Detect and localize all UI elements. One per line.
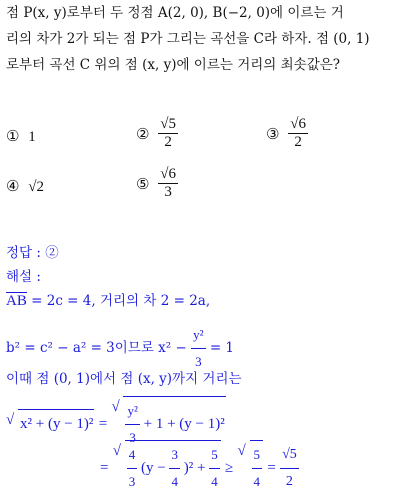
sqrt-distance: √ x² + (y − 1)²: [6, 409, 94, 437]
choice-fraction: $\frac{√6}{3}$: [160, 166, 176, 200]
sqrt-five-fourths: √ $\frac{5}{4}$: [238, 440, 264, 495]
choice-fraction: $\frac{√6}{2}$: [290, 116, 306, 150]
explanation-line-3: 이때 점 (0, 1)에서 점 (x, y)까지 거리는: [6, 371, 242, 387]
choice-5[interactable]: [136, 166, 178, 201]
choice-fraction: $\frac{√5}{2}$: [160, 116, 176, 150]
choice-1[interactable]: [6, 127, 36, 146]
question-line-3: 로부터 곡선 C 위의 점 (x, y)에 이르는 거리의 최솟값은?: [6, 57, 341, 73]
choice-marker: ⑤: [136, 174, 150, 193]
choice-value: 1: [28, 129, 36, 145]
explanation-line-4: √ x² + (y − 1)² = √ $\frac{\text{y²}}{3}$ + 1 + (y − 1)²: [6, 396, 226, 451]
choice-2[interactable]: [136, 116, 178, 151]
choice-marker: ②: [136, 124, 150, 143]
explanation-line-5: = √ $\frac{4}{3}$ (y − $\frac{3}{4}$ )² + $\frac{5}{4}$ ≥ √ $\frac{5}{4}$ = $\frac{√5}{2}$: [100, 440, 299, 495]
fraction-y2-over-3: $\frac{\text{y²}}{3}$: [191, 322, 205, 375]
question-line-2: 리의 차가 2가 되는 점 P가 그리는 곡선을 C라 하자. 점 (0, 1): [6, 31, 370, 47]
segment-ab: AB: [6, 293, 27, 309]
question-line-1: 점 P(x, y)로부터 두 정점 A(2, 0), B(−2, 0)에 이르는 거: [6, 5, 344, 21]
choice-marker: ④: [6, 177, 20, 195]
explanation-line-2: b² = c² − a² = 3이므로 x² − $\frac{\text{y²}}{3}$ = 1: [6, 322, 234, 375]
explanation-label: 해설 :: [6, 269, 41, 285]
choice-4[interactable]: [6, 177, 44, 196]
choice-marker: ①: [6, 127, 20, 145]
choice-value: √2: [28, 179, 44, 195]
choice-3[interactable]: [266, 116, 308, 151]
answer-label: 정답 : ②: [6, 245, 59, 261]
choice-marker: ③: [266, 124, 280, 143]
sqrt-expanded: √ $\frac{\text{y²}}{3}$ + 1 + (y − 1)²: [111, 396, 225, 451]
sqrt-completed-square: √ $\frac{4}{3}$ (y − $\frac{3}{4}$ )² + $\frac{5}{4}$: [113, 440, 221, 495]
explanation-line-1: AB = 2c = 4, 거리의 차 2 = 2a,: [6, 293, 211, 309]
final-answer-fraction: $\frac{√5}{2}$: [280, 442, 299, 495]
